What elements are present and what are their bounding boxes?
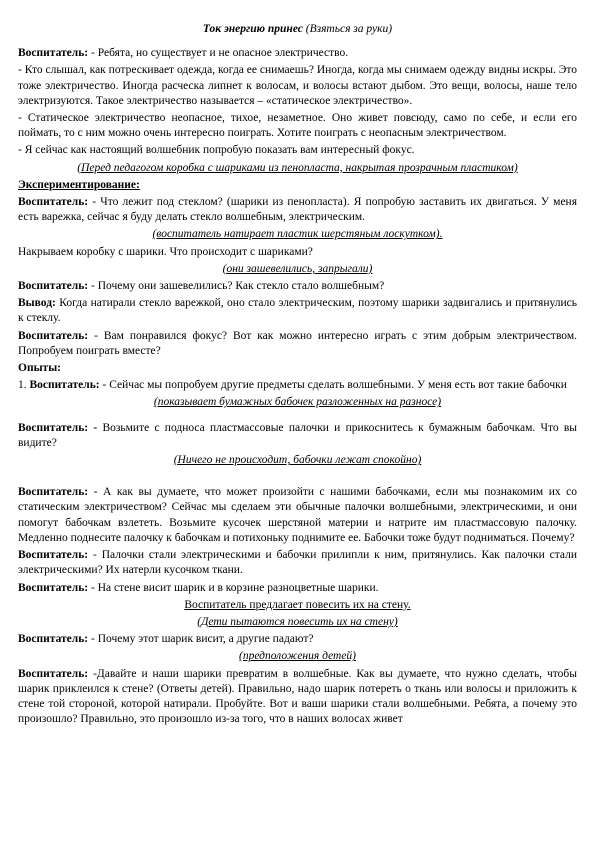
paragraph-text: - Сейчас мы попробуем другие предметы сделать волшебными. У меня есть вот такие бабочки <box>99 379 567 392</box>
stage-note: (они зашевелились, запрыгали) <box>222 262 373 275</box>
paragraph: - Кто слышал, как потрескивает одежда, когда ее снимаешь? Иногда, когда мы снимаем одежду видны искры. Это тоже электричество. Иногда расческа липнет к волосам, и волосы встают дыбом. Это вещи, волосы, наше тело электризуются. Такое электричество называется – «статическое электричество». <box>18 64 577 107</box>
paragraph-text: - Ребята, но существует и не опасное электричество. <box>88 47 349 60</box>
paragraph <box>18 421 577 451</box>
paragraph-text: - На стене висит шарик и в корзине разноцветные шарики. <box>88 581 379 594</box>
stage-note: (Перед педагогом коробка с шариками из пенопласта, накрытая прозрачным пластиком) <box>77 161 518 174</box>
document-page <box>18 22 577 729</box>
paragraph-text: Возьмите с подноса пластмассовые палочки и прикоснитесь к бумажным бабочкам. Что вы видите? <box>18 421 577 449</box>
speaker-label: Воспитатель: <box>18 47 89 60</box>
paragraph <box>18 485 577 546</box>
paragraph <box>18 279 577 294</box>
speaker-label: Воспитатель: - <box>18 421 98 434</box>
paragraph: - Я сейчас как настоящий волшебник попробую показать вам интересный фокус. <box>18 144 415 157</box>
paragraph <box>18 329 577 359</box>
speaker-label: Воспитатель: <box>29 379 100 392</box>
paragraph <box>18 378 577 393</box>
paragraph <box>18 46 577 61</box>
paragraph-text: - Что лежит под стеклом? (шарики из пенопласта). Я попробую заставить их двигаться. У меня есть варежка, сейчас я буду делать стекло волшебным, электрическим. <box>18 196 577 224</box>
paragraph <box>18 632 577 647</box>
spacer <box>18 470 577 485</box>
paragraph <box>18 548 577 578</box>
paragraph-text: -Давайте и наши шарики превратим в волшебные. Как вы думаете, что нужно сделать, чтобы шарик приклеился к стене? (Ответы детей). Правильно, надо шарик потереть о ткань или волосы и приложить к стене той стороной, которой натирали. Пробуйте. Вот и ваши шарики стали волшебными. Ребята, а почему это произошло? Правильно, это произошло из-за того, что в наших волосах живет <box>18 667 577 726</box>
paragraph: Накрываем коробку с шарики. Что происходит с шариками? <box>18 245 313 258</box>
paragraph-text: - А как вы думаете, что может произойти с нашими бабочками, если мы познакомим их со статическим электричеством? Сейчас мы сделаем эти обычные палочки волшебными, электрическими, и они помогут бабочкам взлететь. Возьмите кусочек шерстяной материи и натрите им пластмассовую палочку. Медленно поднесите палочку к бабочкам и потихоньку поднимите ее. Бабочки тоже будут подниматься. Почему? <box>18 486 577 544</box>
paragraph-text: - Палочки стали электрическими и бабочки прилипли к ним, притянулись. Как палочки стали электрическими? Их натерли кусочком ткани. <box>18 549 577 577</box>
speaker-label: Воспитатель: <box>18 280 89 293</box>
speaker-label: Воспитатель: <box>18 329 89 342</box>
paragraph <box>18 581 577 596</box>
speaker-label: Воспитатель: <box>18 581 89 594</box>
title-main: Ток энергию принес <box>202 23 303 35</box>
conclusion-label: Вывод: <box>18 297 56 310</box>
heading-experiments: Опыты: <box>18 362 62 375</box>
title-sub: (Взяться за руки) <box>305 23 393 35</box>
section-heading <box>18 361 577 376</box>
stage-note: (предположения детей) <box>238 650 357 663</box>
paragraph <box>18 667 577 728</box>
paragraph: - Статическое электричество неопасное, тихое, незаметное. Оно живет повсюду, само по себе, и если его поймать, то с ним можно очень интересно поиграть. Хотите поиграть с неопасным электричеством. <box>18 112 577 140</box>
spacer <box>18 413 577 421</box>
heading-experiment: Экспериментирование: <box>18 178 140 191</box>
speaker-label: Воспитатель: <box>18 549 89 562</box>
stage-note: (воспитатель натирает пластик шерстяным лоскутком). <box>152 228 443 241</box>
paragraph-text: - Почему этот шарик висит, а другие падают? <box>88 633 314 646</box>
speaker-label: Воспитатель: <box>18 486 89 499</box>
stage-note: (показывает бумажных бабочек разложенных на разносе) <box>153 396 442 409</box>
speaker-label: Воспитатель: <box>18 196 89 209</box>
paragraph <box>18 296 577 326</box>
paragraph-text: - Почему они зашевелились? Как стекло стало волшебным? <box>88 280 385 293</box>
stage-note: Воспитатель предлагает повесить их на стену. <box>184 598 411 611</box>
stage-note: (Ничего не происходит, бабочки лежат спокойно) <box>173 454 422 467</box>
paragraph <box>18 195 577 225</box>
section-title <box>18 22 577 37</box>
speaker-label: Воспитатель: <box>18 667 89 680</box>
list-number: 1. <box>18 379 30 392</box>
speaker-label: Воспитатель: <box>18 633 89 646</box>
paragraph-text: Когда натирали стекло варежкой, оно стало электрическим, поэтому шарики задвигались и притянулись к стеклу. <box>18 297 577 325</box>
paragraph-text: - Вам понравился фокус? Вот как можно интересно играть с этим добрым электричеством. Попробуем поиграть вместе? <box>18 329 577 357</box>
section-heading <box>18 178 577 193</box>
stage-note: (Дети пытаются повесить их на стену) <box>197 615 398 628</box>
